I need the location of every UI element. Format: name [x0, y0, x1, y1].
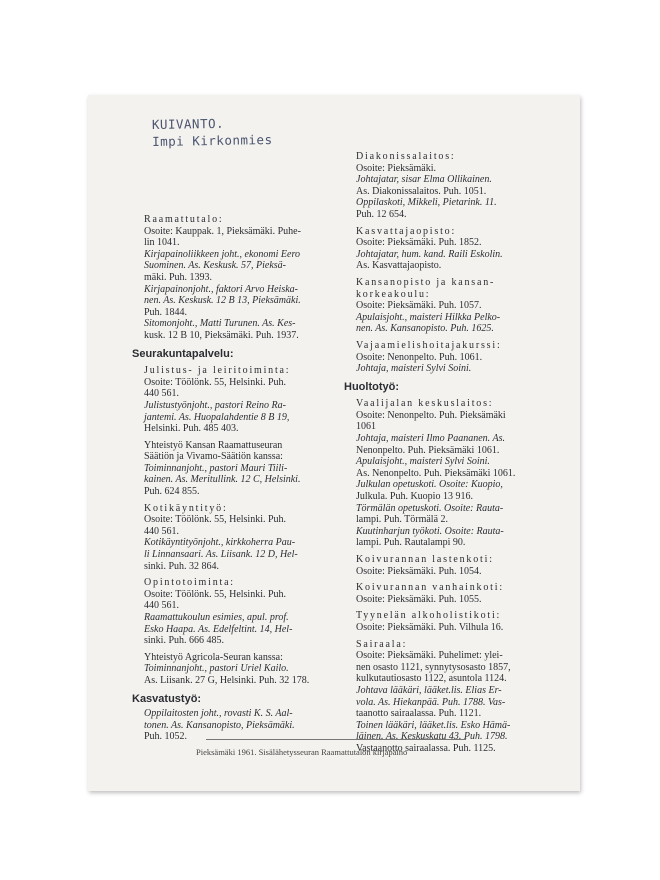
- text-line: Osoite: Pieksämäki. Puh. Vilhula 16.: [356, 621, 504, 633]
- text-line: nen osasto 1121, synnytysosasto 1857,: [356, 661, 511, 673]
- left-column: [132, 214, 336, 743]
- text-line-italic: Toinen lääkäri, lääket.lis. Esko Hämä-: [356, 719, 511, 731]
- text-line-italic: Julistustyönjoht., pastori Reino Ra-: [144, 399, 286, 411]
- section-heading: Diakonissalaitos:: [356, 151, 456, 162]
- text-line: 1061: [356, 421, 376, 433]
- section-heading: Koivurannan vanhainkoti:: [356, 582, 504, 594]
- text-line-italic: kainen. As. Meritullink. 12 C, Helsinki.: [144, 474, 301, 486]
- section-heading: Kasvattajaopisto:: [356, 225, 457, 237]
- text-line-italic: Apulaisjoht., maisteri Sylvi Soini.: [356, 456, 490, 468]
- section-heading: Tyynelän alkoholistikoti:: [356, 610, 502, 622]
- text-line: kulkutautiosasto 1122, asuntola 1124.: [356, 673, 507, 685]
- text-line: Osoite: Kauppak. 1, Pieksämäki. Puhe-: [144, 225, 301, 237]
- text-line: Osoite: Töölönk. 55, Helsinki. Puh.: [144, 514, 287, 526]
- text-line: As. Diakonissalaitos. Puh. 1051.: [356, 185, 487, 197]
- text-line-italic: Toiminnanjoht., pastori Mauri Tiili-: [144, 462, 288, 474]
- group-heading: Kasvatustyö:: [132, 692, 202, 705]
- text-line: Helsinki. Puh. 485 403.: [144, 423, 239, 435]
- text-line: 440 561.: [144, 388, 179, 400]
- text-line: Puh. 1844.: [144, 306, 188, 318]
- text-line: 440 561.: [144, 600, 179, 612]
- text-line-italic: Suominen. As. Keskusk. 57, Pieksä-: [144, 260, 287, 272]
- section-heading: Julistus- ja leiritoiminta:: [144, 365, 291, 377]
- text-line: mäki. Puh. 1393.: [144, 271, 213, 283]
- text-line: Säätiön ja Vivamo-Säätiön kanssa:: [144, 451, 283, 463]
- text-line: Osoite: Pieksämäki. Puh. 1852.: [356, 237, 482, 249]
- text-line: Yhteistyö Agricola-Seuran kanssa:: [144, 651, 283, 663]
- text-line: Osoite: Pieksämäki. Puh. 1057.: [356, 300, 482, 312]
- text-line-italic: Sitomonjoht., Matti Turunen. As. Kes-: [144, 318, 296, 330]
- section-heading: Koivurannan lastenkoti:: [356, 554, 494, 565]
- section-heading: Kotikäyntityö:: [144, 502, 228, 514]
- right-column: [344, 151, 562, 755]
- section-heading: Vajaamielishoitajakurssi:: [356, 339, 502, 351]
- text-line: Osoite: Pieksämäki. Puh. 1055.: [356, 593, 482, 605]
- text-line-italic: Oppilaitosten joht., rovasti K. S. Aal-: [144, 708, 293, 720]
- section-heading: Vaalijalan keskuslaitos:: [356, 398, 494, 410]
- text-line: Osoite: Pieksämäki.: [356, 162, 436, 174]
- text-line: Osoite: Töölönk. 55, Helsinki. Puh.: [144, 588, 287, 600]
- text-line-italic: Toiminnanjoht., pastori Uriel Kailo.: [144, 663, 289, 675]
- text-line: lampi. Puh. Rautalampi 90.: [356, 537, 466, 549]
- text-line: Nenonpelto. Puh. Pieksämäki 1061.: [356, 444, 500, 456]
- text-line-italic: Johtajatar, sisar Elma Ollikainen.: [356, 174, 492, 186]
- text-line: Puh. 12 654.: [356, 208, 407, 220]
- text-line: Osoite: Pieksämäki. Puhelimet: ylei-: [356, 650, 503, 662]
- section-heading: Sairaala:: [356, 638, 408, 650]
- text-line-italic: Kirjapainonjoht., faktori Arvo Heiska-: [144, 283, 298, 295]
- text-line-italic: Johtajatar, hum. kand. Raili Eskolin.: [356, 248, 503, 260]
- footer-imprint: Pieksämäki 1961. Sisälähetysseuran Raamattutalon kirjapaino: [196, 747, 408, 757]
- section-heading: Opintotoiminta:: [144, 577, 235, 589]
- text-line: Julkula. Puh. Kuopio 13 916.: [356, 491, 473, 503]
- text-line-italic: Kotikäyntityönjoht., kirkkoherra Pau-: [144, 537, 296, 549]
- text-line-italic: Johtaja, maisteri Ilmo Paananen. As.: [356, 433, 505, 445]
- text-line: kusk. 12 B 10, Pieksämäki. Puh. 1937.: [144, 329, 299, 341]
- text-line-italic: Raamattukoulun esimies, apul. prof.: [144, 612, 289, 623]
- text-line: sinki. Puh. 32 864.: [144, 560, 220, 572]
- text-line: Osoite: Pieksämäki. Puh. 1054.: [356, 565, 482, 577]
- text-line-italic: Kuutinharjun työkoti. Osoite: Rauta-: [356, 525, 504, 537]
- text-line: As. Liisank. 27 G, Helsinki. Puh. 32 178.: [144, 674, 310, 686]
- text-line-italic: läinen. As. Keskuskatu 43. Puh. 1798.: [356, 731, 508, 743]
- text-line: 440 561.: [144, 525, 179, 537]
- text-line: As. Kasvattajaopisto.: [356, 260, 442, 272]
- text-line-italic: Apulaisjoht., maisteri Hilkka Pelko-: [356, 311, 501, 323]
- stamp-line-1: KUIVANTO.: [151, 115, 225, 133]
- text-line: sinki. Puh. 666 485.: [144, 635, 225, 647]
- section-heading: korkeakoulu:: [356, 288, 431, 300]
- text-line-italic: nen. As. Kansanopisto. Puh. 1625.: [356, 323, 494, 335]
- text-line-italic: Julkulan opetuskoti. Osoite: Kuopio,: [356, 479, 503, 491]
- text-line-italic: Johtava lääkäri, lääket.lis. Elias Er-: [356, 684, 502, 696]
- text-line: taanotto sairaalassa. Puh. 1121.: [356, 708, 482, 720]
- document-page: [88, 95, 580, 791]
- text-line: Yhteistyö Kansan Raamattuseuran: [144, 439, 283, 451]
- footer-divider: [206, 739, 466, 740]
- text-line-italic: jantemi. As. Huopalahdentie 8 B 19,: [144, 411, 290, 423]
- section-heading: Kansanopisto ja kansan-: [356, 276, 496, 288]
- text-line: Vastaanotto sairaalassa. Puh. 1125.: [356, 742, 496, 754]
- text-line: Osoite: Töölönk. 55, Helsinki. Puh.: [144, 376, 287, 388]
- group-heading: Seurakuntapalvelu:: [132, 347, 234, 360]
- text-line-italic: Törmälän opetuskoti. Osoite: Rauta-: [356, 502, 504, 514]
- text-line: Puh. 624 855.: [144, 486, 200, 498]
- text-line-italic: li Linnansaari. As. Liisank. 12 D, Hel-: [144, 549, 298, 561]
- text-line: lampi. Puh. Törmälä 2.: [356, 514, 449, 526]
- section-heading: Raamattutalo:: [144, 214, 224, 225]
- text-line-italic: Esko Haapa. As. Edelfeltint. 14, Hel-: [144, 623, 293, 635]
- group-heading: Huoltotyö:: [344, 380, 399, 393]
- text-line: As. Nenonpelto. Puh. Pieksämäki 1061.: [356, 467, 516, 479]
- text-line-italic: tonen. As. Kansanopisto, Pieksämäki.: [144, 719, 295, 731]
- text-line-italic: Kirjapainoliikkeen joht., ekonomi Eero: [144, 248, 300, 260]
- text-line-italic: Johtaja, maisteri Sylvi Soini.: [356, 363, 472, 375]
- text-line: Osoite: Nenonpelto. Puh. Pieksämäki: [356, 409, 506, 421]
- text-line-italic: vola. As. Hiekanpää. Puh. 1788. Vas-: [356, 696, 506, 708]
- text-line: Puh. 1052.: [144, 731, 188, 743]
- text-line-italic: Oppilaskoti, Mikkeli, Pietarink. 11.: [356, 197, 497, 209]
- text-line: lin 1041.: [144, 237, 180, 249]
- text-line-italic: nen. As. Keskusk. 12 B 13, Pieksämäki.: [144, 295, 301, 307]
- typewritten-stamp: [152, 114, 273, 150]
- text-line: Osoite: Nenonpelto. Puh. 1061.: [356, 351, 483, 363]
- stamp-line-2: Impi Kirkonmies: [152, 131, 273, 150]
